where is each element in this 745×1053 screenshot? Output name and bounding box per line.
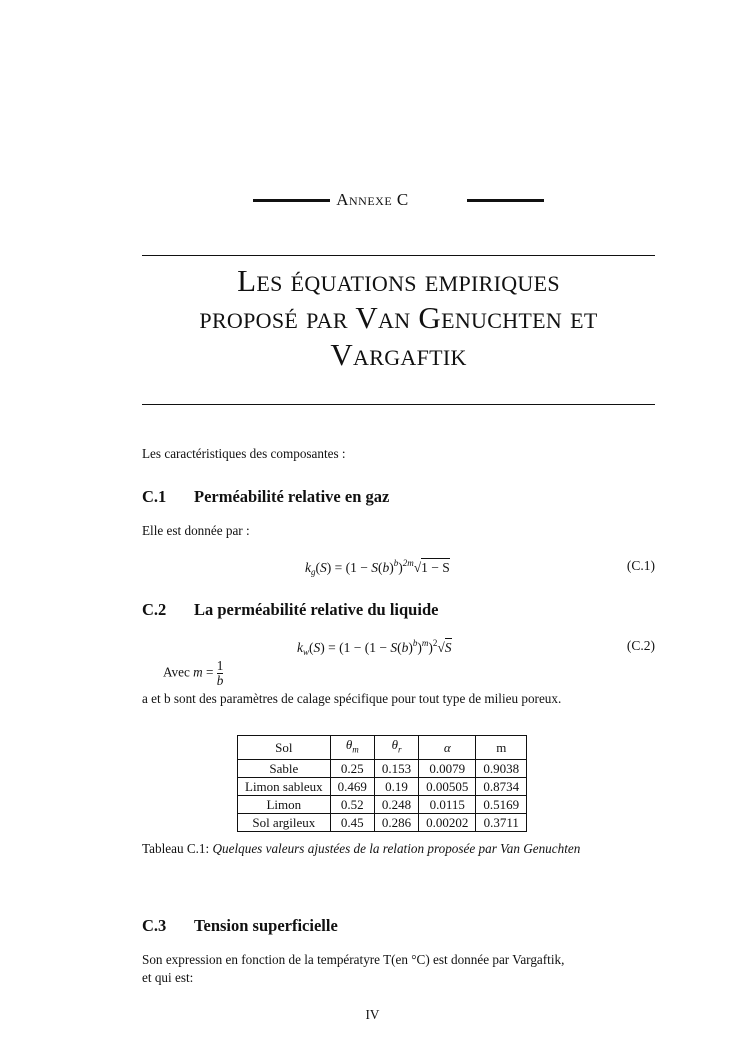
section-heading-c1: C.1 Perméabilité relative en gaz [142,487,390,506]
title-top-rule [142,255,655,256]
table-row [238,795,527,813]
table-cell: 0.153 [374,759,418,777]
table-cell: Limon [238,795,331,813]
table-cell: 0.00202 [419,813,476,831]
equation-part: ) [417,640,422,655]
equation-part: S [371,560,378,575]
table-cell: 0.0079 [419,759,476,777]
col-header: $\theta_r$ [374,736,418,760]
title-line: Les équations empiriques [237,263,560,298]
equation-part: ) [408,640,413,655]
equation-number: (C.1) [626,558,655,573]
equation-part: 2m [402,558,414,568]
table-cell: 0.8734 [476,777,527,795]
intro-text: Les caractéristiques des composantes : [142,446,346,461]
section-heading-c2: C.2 La perméabilité relative du liquide [142,600,439,619]
equation-c2 [297,638,452,657]
table-header-row [238,736,527,760]
col-header: α [419,736,476,760]
chapter-title [142,262,655,373]
col-header: m [476,736,527,760]
equation-part: S [320,560,327,575]
equation-part: m [421,638,429,648]
table-cell: 0.5169 [476,795,527,813]
equation-part: ( [377,560,383,575]
equation-part: ) = (1 − (1 − [320,640,391,655]
col-header: $\theta_m$ [330,736,374,760]
equation-part: √ [413,560,422,575]
equation-part: S [444,640,452,655]
table-cell: 0.469 [330,777,374,795]
page-number: IV [365,1007,380,1022]
annexe-label: Annexe C [336,190,409,209]
equation-part: w [303,647,310,657]
params-text: a et b sont des paramètres de calage spécifique pour tout type de milieu poreux. [142,691,562,706]
table-cell: Sable [238,759,331,777]
table-cell: 0.0115 [419,795,476,813]
table-cell: 0.52 [330,795,374,813]
title-line: proposé par Van Genuchten et [199,300,598,335]
equation-number: (C.2) [626,638,655,653]
equation-part: b [393,558,399,568]
equation-part: ( [309,640,314,655]
equation-c1 [305,558,450,577]
table-cell: 0.19 [374,777,418,795]
c1-text: Elle est donnée par : [142,523,250,538]
equation-part: 2 [432,638,438,648]
table-cell: 0.286 [374,813,418,831]
title-line: Vargaftik [330,337,467,372]
equation-part: ( [397,640,402,655]
table-cell: Sol argileux [238,813,331,831]
equation-part: ) = (1 − [326,560,372,575]
equation-part: S [390,640,398,655]
col-header: Sol [238,736,331,760]
equation-part: ( [315,560,320,575]
equation-part: S [313,640,321,655]
table-cell: Limon sableux [238,777,331,795]
equation-part: ) [389,560,394,575]
c3-text: Son expression en fonction de la températyre T(en °C) est donnée par Vargaftik, [142,952,565,967]
table-cell: 0.45 [330,813,374,831]
section-heading-c3: C.3 Tension superficielle [142,916,338,935]
table-cell: 0.25 [330,759,374,777]
table-cell: 0.3711 [476,813,527,831]
fraction: $\frac{1}{b}$ [216,658,224,688]
c3-text: et qui est: [142,970,194,985]
equation-part: b [412,638,418,648]
table-caption: Tableau C.1: Quelques valeurs ajustées de la relation proposée par Van Genuchten [142,841,581,856]
equation-part: b [401,640,409,655]
table-cell: 0.248 [374,795,418,813]
avec-line: Avec m = $\frac{1}{b}$ [163,658,224,688]
table-cell: 0.00505 [419,777,476,795]
equation-part: ) [428,640,433,655]
parameters-table [237,735,527,832]
table-row [238,759,527,777]
title-bottom-rule [142,404,655,405]
equation-part: √ [437,640,445,655]
table-row [238,777,527,795]
equation-part: k [305,560,311,575]
table-cell: 0.9038 [476,759,527,777]
equation-part: 1 − S [421,560,450,575]
equation-part: ) [398,560,403,575]
equation-part: k [297,640,303,655]
equation-part: b [382,560,390,575]
equation-part: g [311,567,316,577]
table-row [238,813,527,831]
